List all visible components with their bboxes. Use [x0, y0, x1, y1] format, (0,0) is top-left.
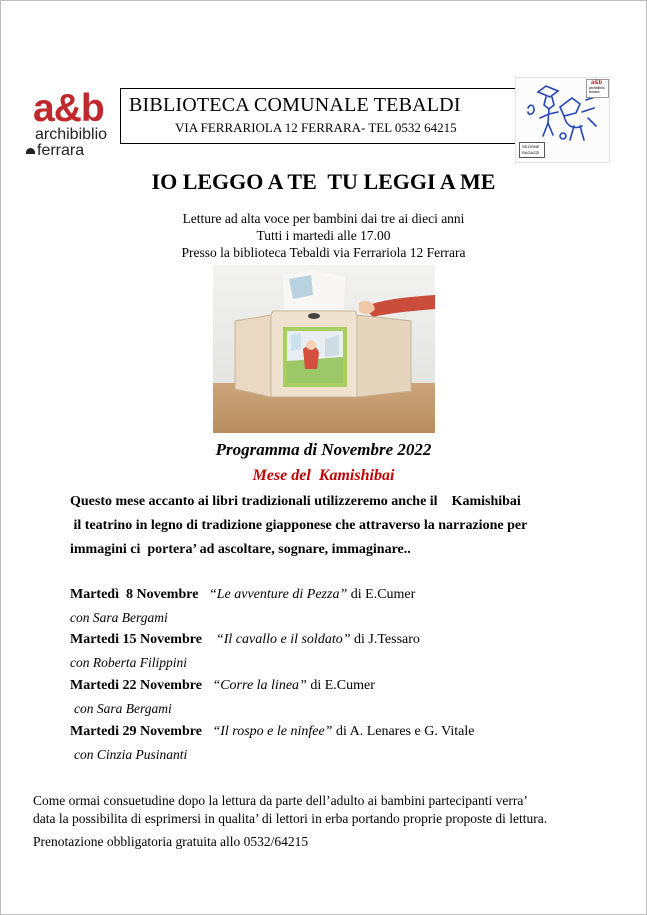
archibiblio-logo: [33, 87, 117, 161]
badge-line2: archibiblio: [589, 86, 605, 90]
logo-line2: ferrara: [37, 142, 85, 159]
event-2-reader: con Roberta Filippini: [70, 655, 187, 670]
description-line-3: immagini ci portera’ ad ascoltare, sognare, immaginare..: [70, 542, 411, 557]
event-date: Martedi 15 Novembre: [70, 632, 202, 647]
event-book-title: “Il rospo e le ninfee”: [212, 724, 333, 739]
event-title: IO LEGGO A TE TU LEGGI A ME: [151, 169, 496, 194]
footer-line-2: data la possibilita di esprimersi in qualita’ di lettori in erba portando proprie proposte di lettura.: [33, 811, 548, 826]
description-line-1: Questo mese accanto ai libri tradizionali utilizzeremo anche il Kamishibai: [70, 494, 521, 509]
kamishibai-photo: [213, 265, 435, 433]
header-box: [120, 88, 516, 144]
logo-dot-icon: [26, 148, 35, 154]
logo-line1: archibiblio: [35, 126, 108, 143]
event-author: di A. Lenares e G. Vitale: [332, 724, 475, 739]
event-book-title: “Le avventure di Pezza”: [208, 587, 348, 602]
intro-line-2: Tutti i martedi alle 17.00: [256, 228, 391, 243]
section-ragazzi-logo: [515, 77, 610, 163]
event-author: di J.Tessaro: [350, 632, 420, 647]
event-author: di E.Cumer: [347, 587, 416, 602]
badge-line3: ferrara: [589, 90, 600, 94]
event-date: Martedì 8 Novembre: [70, 587, 199, 602]
intro-line-3: Presso la biblioteca Tebaldi via Ferrariola 12 Ferrara: [181, 245, 466, 260]
event-author: di E.Cumer: [306, 678, 375, 693]
booking-info: Prenotazione obbligatoria gratuita allo 0532/64215: [33, 834, 309, 849]
library-title: BIBLIOTECA COMUNALE TEBALDI: [129, 94, 461, 116]
event-book-title: “Il cavallo e il soldato”: [215, 632, 351, 647]
event-date: Martedi 29 Novembre: [70, 724, 202, 739]
badge-brand: a&b: [591, 80, 603, 86]
intro-line-1: Letture ad alta voce per bambini dai tre ai dieci anni: [182, 211, 465, 226]
footer-line-1: Come ormai consuetudine dopo la lettura da parte dell’adulto ai bambini partecipanti verra’: [33, 793, 528, 808]
event-2: [70, 632, 420, 648]
event-1-reader: con Sara Bergami: [70, 610, 168, 625]
event-date: Martedi 22 Novembre: [70, 678, 202, 693]
event-4: [70, 724, 474, 740]
logo-badge: [586, 79, 609, 98]
section-label-line1: SEZIONE: [522, 144, 540, 149]
event-3: [70, 678, 375, 694]
description-line-2: il teatrino in legno di tradizione giapponese che attraverso la narrazione per: [70, 518, 528, 533]
section-label-box: [519, 142, 545, 158]
kamishibai-theatre-image: [213, 265, 435, 433]
section-label-line2: RAGAZZI: [522, 150, 540, 155]
logo-brand: a&b: [33, 87, 104, 130]
event-1: [70, 587, 415, 603]
event-book-title: “Corre la linea”: [212, 678, 307, 693]
program-subtitle: Mese del Kamishibai: [252, 467, 395, 484]
library-address: VIA FERRARIOLA 12 FERRARA- TEL 0532 64215: [175, 120, 457, 135]
program-title: Programma di Novembre 2022: [215, 440, 432, 459]
event-3-reader: con Sara Bergami: [74, 701, 172, 716]
event-4-reader: con Cinzia Pusinanti: [74, 747, 188, 762]
